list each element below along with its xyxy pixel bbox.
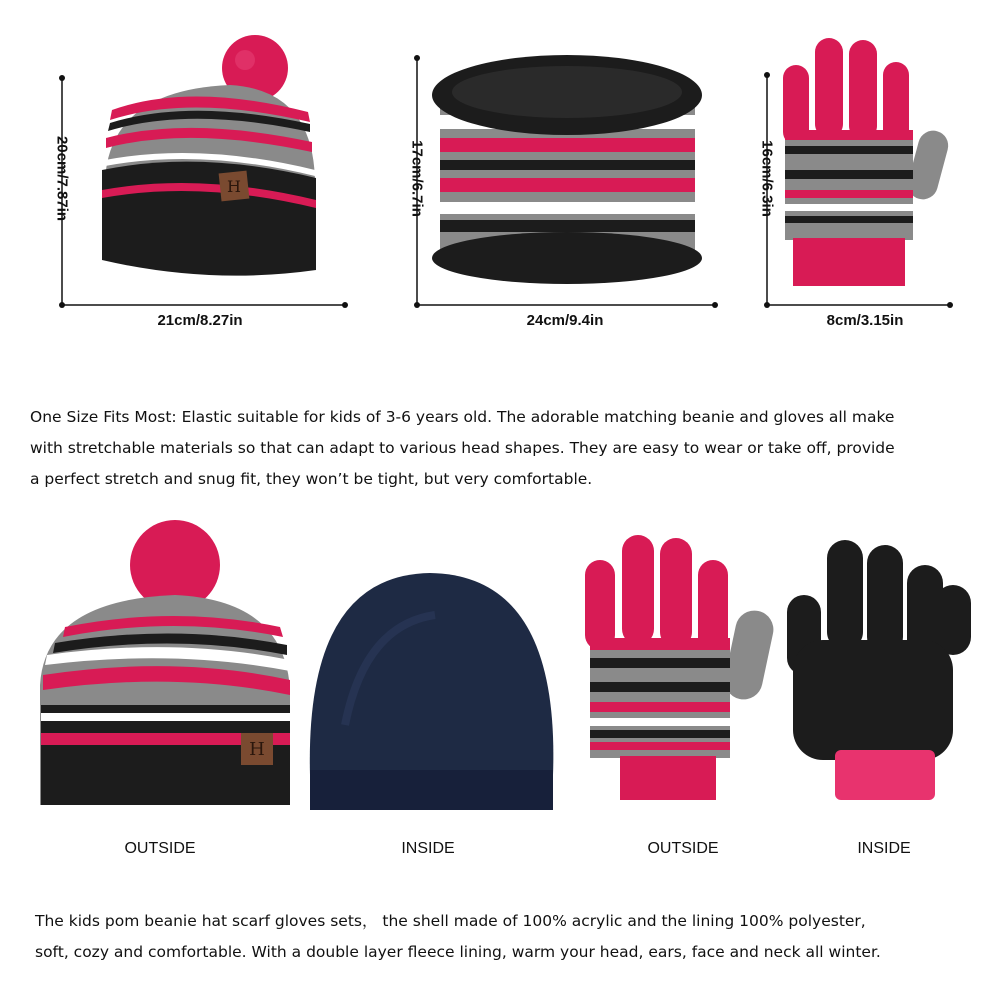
- scarf-height-label: 17cm/6.7in: [408, 140, 426, 217]
- glove-dimension-figure: [745, 20, 985, 340]
- glove-width-label: 8cm/3.15in: [826, 312, 904, 329]
- glove-outside-figure: [580, 530, 780, 815]
- caption-hat-outside: OUTSIDE: [124, 840, 196, 857]
- hat-inside-figure: [305, 565, 575, 815]
- caption-glove-outside: OUTSIDE: [647, 840, 719, 857]
- description-2: [35, 906, 985, 968]
- description-1-line-2: with stretchable materials so that can adapt to various head shapes. They are easy to wear or take off, provide: [30, 439, 895, 457]
- description-1-line-1: One Size Fits Most: Elastic suitable for kids of 3-6 years old. The adorable matching beanie and gloves all make: [30, 408, 895, 426]
- scarf-width-label: 24cm/9.4in: [526, 312, 604, 329]
- glove-image: [745, 20, 985, 340]
- hat-height-label: 20cm/7.87in: [53, 135, 71, 222]
- description-1: [30, 402, 990, 495]
- glove-inside-figure: [785, 535, 985, 815]
- description-2-line-2: soft, cozy and comfortable. With a double layer fleece lining, warm your head, ears, face and neck all winter.: [35, 943, 881, 961]
- glove-outside-image: [580, 530, 780, 815]
- svg-text:H: H: [249, 739, 265, 760]
- description-1-line-3: a perfect stretch and snug fit, they won’t be tight, but very comfortable.: [30, 470, 593, 488]
- caption-hat-inside: INSIDE: [401, 840, 455, 857]
- scarf-dimension-figure: [395, 20, 725, 340]
- svg-text:H: H: [227, 177, 241, 196]
- hat-dimension-figure: [40, 20, 360, 340]
- hat-outside-image: [25, 515, 300, 815]
- hat-image: [40, 20, 360, 340]
- hat-outside-figure: [25, 515, 300, 815]
- hat-inside-image: [305, 565, 575, 815]
- hat-width-label: 21cm/8.27in: [157, 312, 243, 329]
- caption-glove-inside: INSIDE: [857, 840, 911, 857]
- scarf-image: [395, 20, 725, 340]
- glove-inside-image: [785, 535, 985, 815]
- glove-height-label: 16cm/6.3in: [758, 140, 776, 217]
- description-2-line-1: The kids pom beanie hat scarf gloves sets， the shell made of 100% acrylic and the lining 100% polyester,: [35, 912, 866, 930]
